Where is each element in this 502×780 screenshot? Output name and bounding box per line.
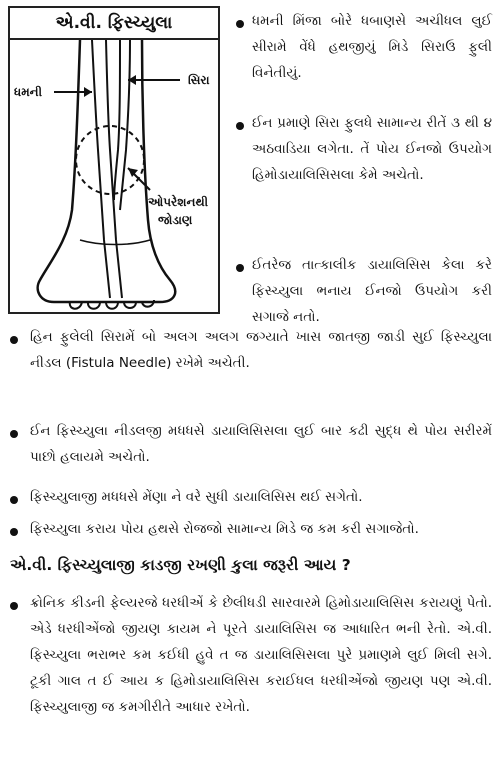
body-paragraph: ક્રોનિક કીડની ફેલ્યરજે ધરધીએં કે છેલીધડી સારવારમે હિમોડાયાલિસિસ કરાયણું પેતો. એડે ધરધીએંજો જીયણ કાયમ ને પૂરતે ડાયાલિસિસ જ આધારિત ભની રેતો. એ.વી. ફિસ્ચ્યુલા ભરાભર કમ કઈધી હુવે ત જ ડાયાલિસિસલા પુરે પ્રમાણમે લુઈ મિલી સગે. ટૂકી ગાલ ત ઈ આય ક હિમોડાયાલિસિસ કરાઈધલ ધરધીએંજો જીયણ પણ એ.વી. ફિસ્ચ્યુલાજી જ કમગીરીતે આધાર રખેતો. bbox=[30, 595, 492, 715]
bullet-dot bbox=[10, 602, 18, 610]
label-joint-1: ઓપરેશનથી bbox=[148, 195, 209, 209]
section-heading: એ.વી. ફિસ્ચ્યુલાજી કાડજી રખણી કુલા જરૂરી આય ? bbox=[10, 556, 351, 574]
body-paragraph: ફિસ્ચ્યુલાજી મધધસે મેંણા ને વરે સુધી ડાયાલિસિસ થઈ સગેતો. bbox=[30, 489, 363, 505]
bullet-dot bbox=[10, 528, 18, 536]
bullet-dot bbox=[10, 336, 18, 344]
fistula-figure bbox=[8, 6, 220, 314]
side-paragraph: ઈન પ્રમાણે સિરા ફુલધે સામાન્ય રીતેં ૩ થી ૪ અઠવાડિયા લગેતા. તેં પોય ઈનજો ઉપયોગ હિમોડાયાલિસિસલા કેમે અચેતો. bbox=[252, 115, 492, 183]
bullet-dot bbox=[10, 430, 18, 438]
label-vein: સિરા bbox=[188, 73, 210, 87]
bullet-dot bbox=[236, 122, 244, 130]
side-paragraph: ધમની મિંજા બોરે ધબાણસે અચીધલ લુઈ સીરામે વેંધે હથજીયું મિડે સિરાઉ ફુલી વિનેતીયું. bbox=[252, 13, 492, 81]
body-paragraph: ઈન ફિસ્ચ્યુલા નીડલજી મધધસે ડાયાલિસિસલા લુઈ બાર કઢી સુદ્ધ થે પોય સરીરમેં પાછો હલાયમે અચેતો. bbox=[30, 423, 492, 465]
label-joint-2: જોડાણ bbox=[158, 213, 193, 227]
side-paragraph: ઈતરેજ તાત્કાલીક ડાયાલિસિસ કેલા કરે ફિસ્ચ્યુલા ભનાય ઈનજો ઉપયોગ કરી સગાજે નતો. bbox=[252, 257, 492, 325]
label-artery: ધમની bbox=[14, 85, 43, 99]
arm-illustration bbox=[10, 40, 218, 312]
body-paragraph: ફિસ્ચ્યુલા કરાય પોય હથસે રોજજો સામાન્ય મિડે જ કમ કરી સગાજેતો. bbox=[30, 521, 419, 537]
bullet-dot bbox=[10, 496, 18, 504]
bullet-dot bbox=[236, 264, 244, 272]
body-paragraph: હિન ફુલેલી સિરામેં બો અલગ અલગ જગ્યાતે ખાસ જાતજી જાડી સુઈ ફિસ્ચ્યુલા નીડલ (Fistula Needle) રખેમે અચેતી. bbox=[30, 329, 492, 371]
figure-title: એ.વી. ફિસ્ચ્યુલા bbox=[10, 8, 218, 40]
bullet-dot bbox=[236, 20, 244, 28]
